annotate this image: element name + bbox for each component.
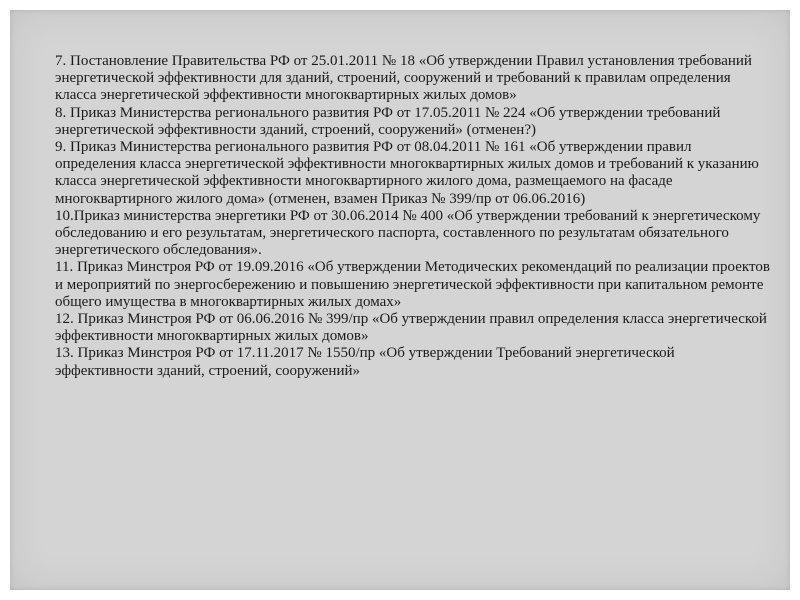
list-item-11: 11. Приказ Минстроя РФ от 19.09.2016 «Об утверждении Методических рекомендаций по реализации проектов и мероприятий по энергосбережению и повышению энергетической эффективности при капитальном ремонте общего имущества в многоквартирных жилых домах»	[55, 259, 770, 310]
list-item-9: 9. Приказ Министерства регионального развития РФ от 08.04.2011 № 161 «Об утверждении правил определения класса энергетической эффективности многоквартирных жилых домов и требований к указанию класса энергетической эффективности многоквартирного жилого дома, размещаемого на фасаде многоквартирного жилого дома» (отменен, взамен Приказ № 399/пр от 06.06.2016)	[55, 139, 759, 207]
list-item-13: 13. Приказ Минстроя РФ от 17.11.2017 № 1550/пр «Об утверждении Требований энергетической эффективности зданий, строений, сооружений»	[55, 345, 675, 379]
list-item-10: 10.Приказ министерства энергетики РФ от 30.06.2014 № 400 «Об утверждении требований к энергетическому обследованию и его результатам, энергетического паспорта, составленного по результатам обязательного энергетического обследования».	[55, 207, 761, 259]
list-item-8: 8. Приказ Министерства регионального развития РФ от 17.05.2011 № 224 «Об утверждении требований энергетической эффективности зданий, строений, сооружений» (отменен?)	[55, 104, 721, 138]
slide	[10, 10, 790, 590]
slide-body-text	[55, 53, 770, 380]
list-item-12: 12. Приказ Минстроя РФ от 06.06.2016 № 399/пр «Об утверждении правил определения класса энергетической эффективности многоквартирных жилых домов»	[55, 311, 767, 345]
list-item-7: 7. Постановление Правительства РФ от 25.01.2011 № 18 «Об утверждении Правил установления требований энергетической эффективности для зданий, строений, сооружений и требований к правилам определения класса энергетической эффективности многоквартирных жилых домов»	[55, 53, 752, 104]
